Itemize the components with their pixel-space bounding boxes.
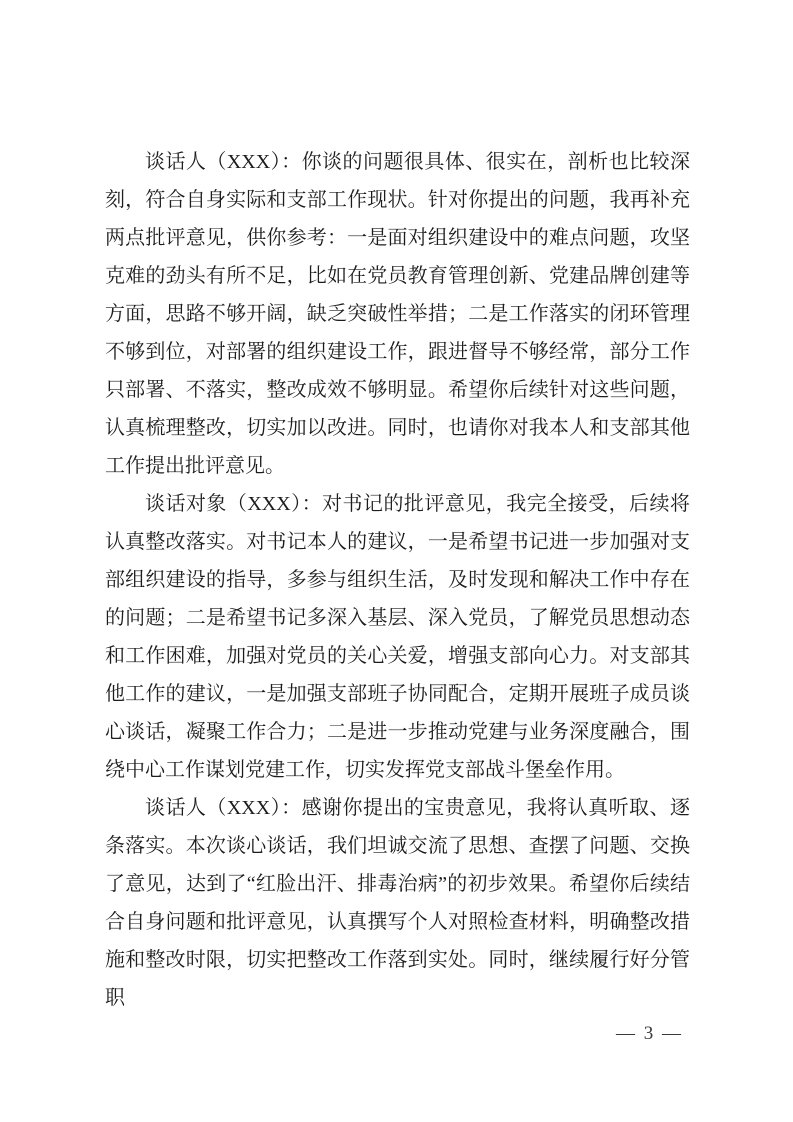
- text-block: [105, 143, 690, 1017]
- paragraph-speaker-remarks-1: 谈话人（XXX）：你谈的问题很具体、很实在，剖析也比较深刻，符合自身实际和支部工作现状。针对你提出的问题，我再补充两点批评意见，供你参考：一是面对组织建设中的难点问题，攻坚克难的劲头有所不足，比如在党员教育管理创新、党建品牌创建等方面，思路不够开阔，缺乏突破性举措；二是工作落实的闭环管理不够到位，对部署的组织建设工作，跟进督导不够经常，部分工作只部署、不落实，整改成效不够明显。希望你后续针对这些问题，认真梳理整改，切实加以改进。同时，也请你对我本人和支部其他工作提出批评意见。: [105, 151, 690, 477]
- page-number: — 3 —: [616, 1023, 683, 1044]
- paragraph-interviewee-response: 谈话对象（XXX）：对书记的批评意见，我完全接受，后续将认真整改落实。对书记本人的建议，一是希望书记进一步加强对支部组织建设的指导，多参与组织生活，及时发现和解决工作中存在的问题；二是希望书记多深入基层、深入党员，了解党员思想动态和工作困难，加强对党员的关心关爱，增强支部向心力。对支部其他工作的建议，一是加强支部班子协同配合，定期开展班子成员谈心谈话，凝聚工作合力；二是进一步推动党建与业务深度融合，围绕中心工作谋划党建工作，切实发挥党支部战斗堡垒作用。: [105, 493, 690, 781]
- paragraph-speaker-remarks-2: 谈话人（XXX）：感谢你提出的宝贵意见，我将认真听取、逐条落实。本次谈心谈话，我们坦诚交流了思想、查摆了问题、交换了意见，达到了“红脸出汗、排毒治病”的初步效果。希望你后续结合自身问题和批评意见，认真撰写个人对照检查材料，明确整改措施和整改时限，切实把整改工作落到实处。同时，继续履行好分管职: [105, 797, 690, 1009]
